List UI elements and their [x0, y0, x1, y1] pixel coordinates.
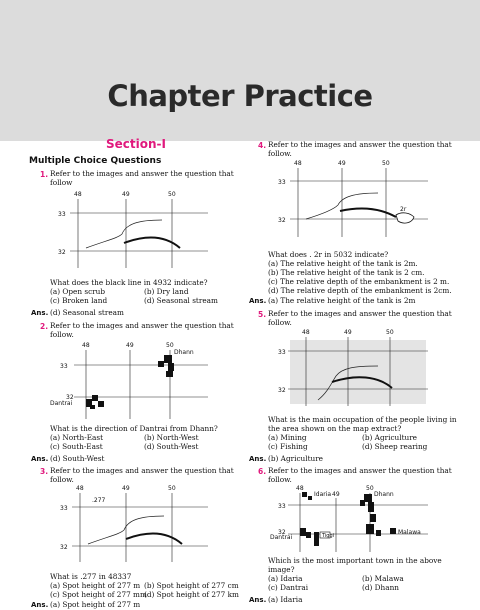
question-2-number: 2.: [40, 322, 49, 331]
question-2-option-d: (d) South-West: [144, 442, 199, 451]
map-3-x-tick: 49: [122, 485, 130, 492]
answer-label: Ans.: [249, 297, 267, 305]
question-4-prompt: What does . 2r in 5032 indicate?: [268, 250, 389, 259]
question-3-line-1: Refer to the images and answer the question that: [50, 466, 234, 475]
map-2-x-tick: 49: [126, 342, 134, 349]
map-6-y-tick: 32: [278, 529, 286, 536]
map-1-y-tick: 33: [58, 211, 66, 218]
map-6-label-tiggi: Tiggi: [322, 533, 335, 539]
map-3-x-tick: 48: [76, 485, 84, 492]
question-6-option-c: (c) Dantrai: [268, 583, 309, 592]
chapter-header: [0, 0, 480, 141]
question-5-prompt-line-2: the area shown on the map extract?: [268, 424, 402, 433]
question-4-line-1: Refer to the images and answer the question that: [268, 140, 452, 149]
map-2-y-tick: 33: [60, 363, 68, 370]
answer-label: Ans.: [31, 309, 49, 317]
question-1-option-c: (c) Broken land: [50, 296, 108, 305]
question-2-answer: (d) South-West: [50, 454, 105, 463]
question-1-option-b: (b) Dry land: [144, 287, 189, 296]
question-6-option-a: (a) Idaria: [268, 574, 303, 583]
map-6-label-malawa: Malawa: [398, 529, 421, 536]
map-6-label-dantrai: Dantrai: [270, 534, 293, 541]
answer-label: Ans.: [31, 601, 49, 609]
page-title: Chapter Practice: [107, 79, 373, 113]
map-2-x-tick: 50: [166, 342, 174, 349]
question-2-line-1: Refer to the images and answer the question that: [50, 321, 234, 330]
question-2-prompt: What is the direction of Dantrai from Dhann?: [50, 424, 218, 433]
question-4-option-c: (c) The relative depth of the embankment is 2 m.: [268, 277, 450, 286]
question-6-option-d: (d) Dhann: [362, 583, 399, 592]
question-3-prompt: What is .277 in 48337: [50, 572, 132, 581]
map-1-x-tick: 48: [74, 191, 82, 198]
question-2-line-2: follow.: [50, 330, 74, 339]
question-5-number: 5.: [258, 310, 267, 319]
question-1-map: [58, 190, 218, 270]
map-6-y-tick: 33: [278, 503, 286, 510]
section-heading: Section-I: [106, 137, 166, 151]
question-6-line-1: Refer to the images and answer the question that: [268, 466, 452, 475]
map-4-x-tick: 49: [338, 160, 346, 167]
question-6-map: [270, 484, 438, 554]
question-3-option-c: (c) Spot height of 277 mm: [50, 590, 147, 599]
question-1-answer: (d) Seasonal stream: [50, 308, 124, 317]
question-5-prompt-line-1: What is the main occupation of the people living in: [268, 415, 457, 424]
question-2-option-c: (c) South-East: [50, 442, 103, 451]
map-2-label-dhann: Dhann: [174, 349, 194, 356]
question-5-option-b: (b) Agriculture: [362, 433, 418, 442]
map-6-x-tick: 50: [366, 485, 374, 492]
question-6-prompt-line-1: Which is the most important town in the above: [268, 556, 442, 565]
map-3-x-tick: 50: [168, 485, 176, 492]
map-4-y-tick: 32: [278, 217, 286, 224]
map-2-label-dantrai: Dantrai: [50, 400, 73, 407]
question-6-option-b: (b) Malawa: [362, 574, 404, 583]
question-4-option-b: (b) The relative height of the tank is 2 cm.: [268, 268, 425, 277]
map-1-x-tick: 49: [122, 191, 130, 198]
map-4-x-tick: 48: [294, 160, 302, 167]
question-5-option-d: (d) Sheep rearing: [362, 442, 428, 451]
question-5-answer: (b) Agriculture: [268, 454, 324, 463]
mcq-heading: Multiple Choice Questions: [29, 156, 162, 166]
map-1-y-tick: 32: [58, 249, 66, 256]
map-4-x-tick: 50: [382, 160, 390, 167]
question-6-answer: (a) Idaria: [268, 595, 303, 604]
map-5-x-tick: 49: [344, 329, 352, 336]
map-6-label-idaria: Idaria: [314, 491, 332, 498]
question-4-option-d: (d) The relative depth of the embankment is 2cm.: [268, 286, 452, 295]
map-5-y-tick: 33: [278, 349, 286, 356]
map-1-x-tick: 50: [168, 191, 176, 198]
question-3-number: 3.: [40, 467, 49, 476]
question-4-option-a: (a) The relative height of the tank is 2m.: [268, 259, 418, 268]
question-5-option-a: (a) Mining: [268, 433, 307, 442]
map-2-x-tick: 48: [82, 342, 90, 349]
question-1-line-1: Refer to the images and answer the question that: [50, 169, 234, 178]
map-6-x-tick: 49: [332, 491, 340, 498]
question-4-number: 4.: [258, 141, 267, 150]
question-2-option-a: (a) North-East: [50, 433, 104, 442]
map-2-y-tick: 32: [66, 394, 74, 401]
map-5-x-tick: 48: [302, 329, 310, 336]
question-1-option-d: (d) Seasonal stream: [144, 296, 218, 305]
map-6-x-tick: 48: [296, 485, 304, 492]
question-5-option-c: (c) Fishing: [268, 442, 308, 451]
question-4-answer: (a) The relative height of the tank is 2m: [268, 296, 416, 305]
map-3-label-spot: .277: [92, 497, 106, 504]
question-2-map: [50, 341, 218, 421]
map-5-y-tick: 32: [278, 387, 286, 394]
answer-label: Ans.: [249, 596, 267, 604]
answer-label: Ans.: [249, 455, 267, 463]
question-6-number: 6.: [258, 467, 267, 476]
question-1-option-a: (a) Open scrub: [50, 287, 106, 296]
question-3-answer: (a) Spot height of 277 m: [50, 600, 141, 609]
map-4-y-tick: 33: [278, 179, 286, 186]
question-5-map: [278, 328, 438, 408]
question-2-option-b: (b) North-West: [144, 433, 199, 442]
question-6-prompt-line-2: image?: [268, 565, 295, 574]
question-6-line-2: follow.: [268, 475, 292, 484]
question-5-line-2: follow.: [268, 318, 292, 327]
answer-label: Ans.: [31, 455, 49, 463]
map-6-label-dhann: Dhann: [374, 491, 394, 498]
question-1-prompt: What does the black line in 4932 indicate?: [50, 278, 208, 287]
map-4-label-2r: 2r: [400, 206, 407, 213]
question-1-number: 1.: [40, 170, 49, 179]
question-5-line-1: Refer to the images and answer the question that: [268, 309, 452, 318]
question-3-option-d: (d) Spot height of 277 km: [144, 590, 239, 599]
question-3-option-b: (b) Spot height of 277 cm: [144, 581, 239, 590]
question-3-option-a: (a) Spot height of 277 m: [50, 581, 141, 590]
question-1-line-2: follow: [50, 178, 73, 187]
map-3-y-tick: 32: [60, 544, 68, 551]
question-4-map: [278, 159, 438, 239]
question-3-map: [58, 484, 218, 564]
question-4-line-2: follow.: [268, 149, 292, 158]
map-3-y-tick: 33: [60, 505, 68, 512]
question-3-line-2: follow.: [50, 475, 74, 484]
map-5-x-tick: 50: [386, 329, 394, 336]
